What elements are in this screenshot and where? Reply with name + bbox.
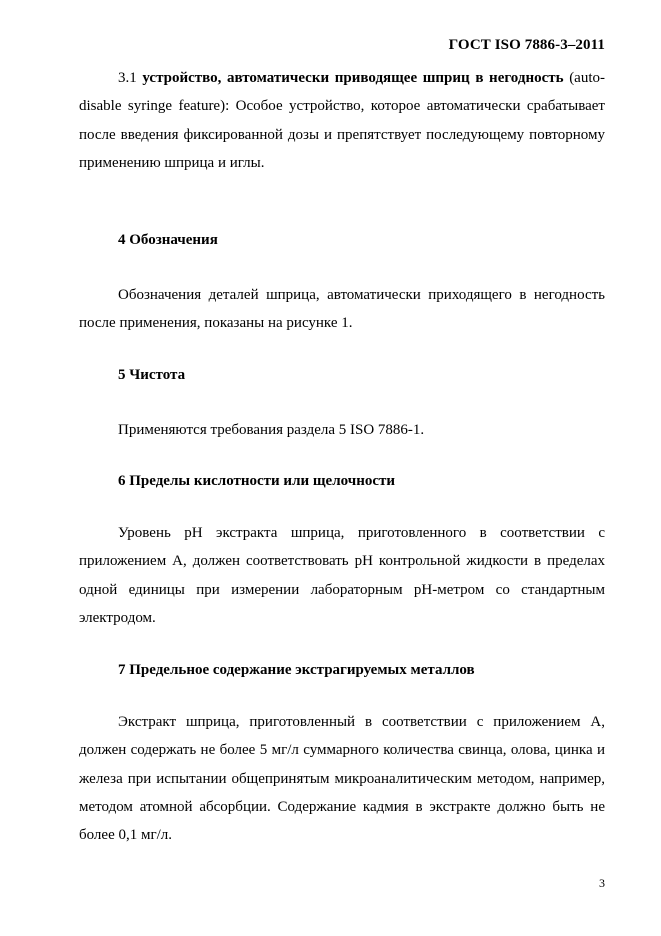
section-6-heading: 6 Пределы кислотности или щелочности: [118, 473, 396, 489]
section-5-heading: 5 Чистота: [118, 367, 186, 383]
section-7-heading: 7 Предельное содержание экстрагируемых металлов: [118, 662, 475, 678]
section-5-text: Применяются требования раздела 5 ISO 7886-1.: [118, 422, 425, 438]
definition-3-1: [79, 64, 605, 177]
clause-number: 3.1: [118, 70, 137, 86]
section-6-text: Уровень pH экстракта шприца, приготовленного в соответствии с приложением А, должен соответствовать pH контрольной жидкости в пределах одной единицы при измерении лабораторным pH-метром со стандартным электродом.: [79, 525, 605, 626]
definition-text: (auto-disable syringe feature): Особое устройство, которое автоматически срабатывает после введения фиксированной дозы и препятствует последующему повторному применению шприца и иглы.: [79, 70, 606, 171]
section-4-text: Обозначения деталей шприца, автоматически приходящего в негодность после применения, показаны на рисунке 1.: [79, 287, 605, 332]
defined-term: устройство, автоматически приводящее шприц в негодность: [142, 70, 564, 86]
section-4-heading: 4 Обозначения: [118, 232, 218, 248]
section-7-text: Экстракт шприца, приготовленный в соответствии с приложением А, должен содержать не более 5 мг/л суммарного количества свинца, олова, цинка и железа при испытании общепринятым микроаналитическим методом, например, методом атомной абсорбции. Содержание кадмия в экстракте должно быть не более 0,1 мг/л.: [79, 714, 605, 844]
document-code-header: ГОСТ ISO 7886-3–2011: [448, 37, 605, 53]
page-number: 3: [599, 876, 605, 890]
